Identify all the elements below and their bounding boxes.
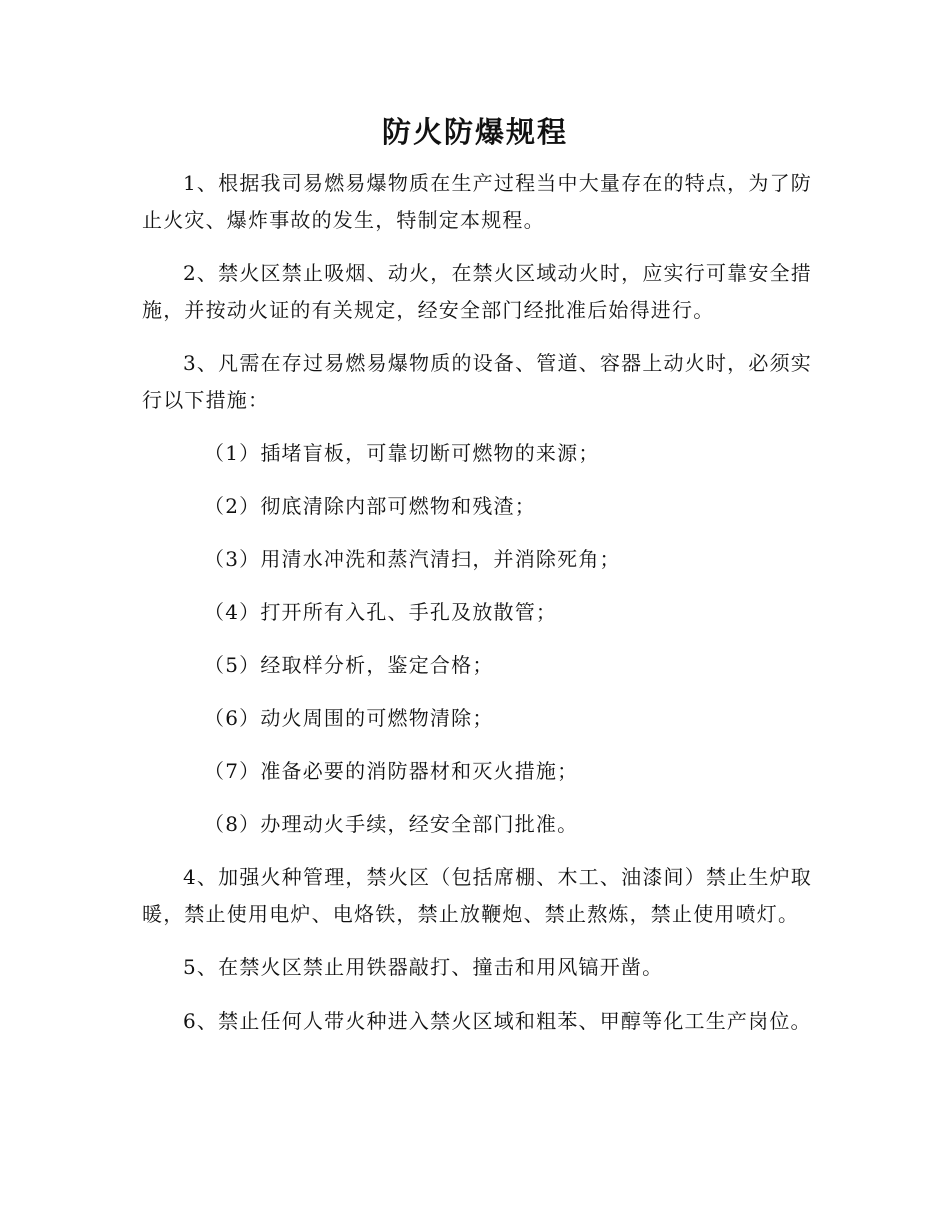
measure-item-3: （3）用清水冲洗和蒸汽清扫，并消除死角；: [204, 547, 621, 571]
measure-item-7: （7）准备必要的消防器材和灭火措施；: [204, 759, 579, 783]
document-body: [142, 165, 812, 1056]
paragraph-3: 3、凡需在存过易燃易爆物质的设备、管道、容器上动火时，必须实行以下措施：: [142, 351, 812, 412]
paragraph-4: 4、加强火种管理，禁火区（包括席棚、木工、油漆间）禁止生炉取暖，禁止使用电炉、电烙铁，禁止放鞭炮、禁止熬炼，禁止使用喷灯。: [142, 865, 812, 926]
measure-item-4: （4）打开所有入孔、手孔及放散管；: [204, 600, 558, 624]
measure-item-1: （1）插堵盲板，可靠切断可燃物的来源；: [204, 441, 600, 465]
measure-item-8: （8）办理动火手续，经安全部门批准。: [204, 812, 579, 836]
measure-item-6: （6）动火周围的可燃物清除；: [204, 706, 494, 730]
document-title: 防火防爆规程: [381, 115, 568, 149]
paragraph-2: 2、禁火区禁止吸烟、动火，在禁火区域动火时，应实行可靠安全措施，并按动火证的有关规定，经安全部门经批准后始得进行。: [142, 261, 812, 322]
paragraph-6: 6、禁止任何人带火种进入禁火区域和粗苯、甲醇等化工生产岗位。: [183, 1008, 812, 1033]
paragraph-1: 1、根据我司易燃易爆物质在生产过程当中大量存在的特点，为了防止火灾、爆炸事故的发生，特制定本规程。: [142, 171, 812, 232]
measure-item-5: （5）经取样分析，鉴定合格；: [204, 653, 494, 677]
measure-item-2: （2）彻底清除内部可燃物和残渣；: [204, 494, 536, 518]
paragraph-5: 5、在禁火区禁止用铁器敲打、撞击和用风镐开凿。: [183, 955, 664, 979]
